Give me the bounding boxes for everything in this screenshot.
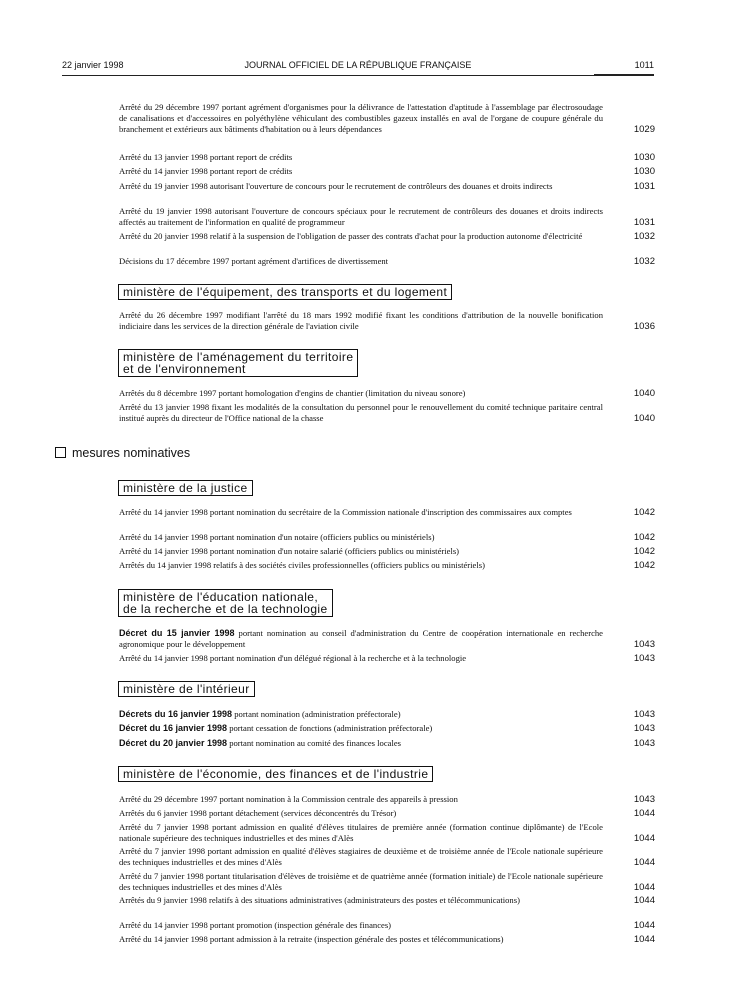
- list-item: Arrêté du 20 janvier 1998 relatif à la suspension de l'obligation de passer des contrats d'achat pour la production autonome d'électricité 1032: [119, 231, 655, 242]
- page-ref: 1029: [633, 124, 655, 135]
- list-item: Arrêté du 14 janvier 1998 portant admission à la retraite (inspection générale des postes et télécommunications) 1044: [119, 934, 655, 945]
- page-ref: 1043: [633, 653, 655, 664]
- page-ref: 1043: [633, 723, 655, 734]
- ministry-amenagement-heading: ministère de l'aménagement du territoire et de l'environnement: [118, 349, 358, 377]
- page-ref: 1043: [633, 639, 655, 650]
- list-item: Arrêté du 19 janvier 1998 autorisant l'ouverture de concours spéciaux pour le recrutement de contrôleurs des douanes et droits indirects affectés au traitement de l'information en qualité de programmeur 1031: [119, 206, 655, 228]
- list-item: Arrêté du 14 janvier 1998 portant promotion (inspection générale des finances) 1044: [119, 920, 655, 931]
- page-ref: 1042: [633, 507, 655, 518]
- list-item: Décrets du 16 janvier 1998 portant nomination (administration préfectorale) 1043: [119, 709, 655, 720]
- list-item: Arrêté du 7 janvier 1998 portant admission en qualité d'élèves stagiaires de deuxième et de troisième année de l'Ecole nationale supérieure des techniques industrielles et des mines d'Alès 1044: [119, 846, 655, 868]
- list-item: Arrêté du 14 janvier 1998 portant report de crédits 1030: [119, 166, 655, 177]
- list-item: Arrêté du 14 janvier 1998 portant nomination d'un notaire (officiers publics ou ministériels) 1042: [119, 532, 655, 543]
- page-ref: 1043: [633, 709, 655, 720]
- page-ref: 1044: [633, 833, 655, 844]
- page-ref: 1036: [633, 321, 655, 332]
- page-ref: 1031: [633, 181, 655, 192]
- page-ref: 1040: [633, 413, 655, 424]
- header-date: 22 janvier 1998: [62, 60, 124, 70]
- list-item: Décret du 15 janvier 1998 portant nomination au conseil d'administration du Centre de coopération internationale en recherche agronomique pour le développement 1043: [119, 628, 655, 650]
- ministry-interieur-heading: ministère de l'intérieur: [118, 681, 255, 697]
- page-ref: 1044: [633, 920, 655, 931]
- header-page-number: 1011: [634, 60, 654, 70]
- list-item: Décret du 16 janvier 1998 portant cessation de fonctions (administration préfectorale) 1043: [119, 723, 655, 734]
- page-ref: 1043: [633, 738, 655, 749]
- section-mesures-nominatives: mesures nominatives: [55, 446, 190, 460]
- page-ref: 1032: [633, 256, 655, 267]
- page-ref: 1031: [633, 217, 655, 228]
- page-ref: 1044: [633, 934, 655, 945]
- list-item: Décret du 20 janvier 1998 portant nomination au comité des finances locales 1043: [119, 738, 655, 749]
- list-item: Arrêté du 29 décembre 1997 portant nomination à la Commission centrale des appareils à pression 1043: [119, 794, 655, 805]
- page-ref: 1042: [633, 532, 655, 543]
- list-item: Arrêté du 26 décembre 1997 modifiant l'arrêté du 18 mars 1992 modifié fixant les conditions d'attribution de la nouvelle bonification indiciaire dans les services de la direction générale de l'aviation civile 1036: [119, 310, 655, 332]
- list-item: Arrêtés du 14 janvier 1998 relatifs à des sociétés civiles professionnelles (officiers publics ou ministériels) 1042: [119, 560, 655, 571]
- ministry-equipement-heading: ministère de l'équipement, des transports et du logement: [118, 284, 452, 300]
- list-item: Arrêté du 13 janvier 1998 fixant les modalités de la consultation du personnel pour le renouvellement du comité technique paritaire central institué auprès du directeur de l'Office national de la chasse 1040: [119, 402, 655, 424]
- page-ref: 1042: [633, 560, 655, 571]
- header-title: JOURNAL OFFICIEL DE LA RÉPUBLIQUE FRANÇAISE: [244, 60, 472, 70]
- page-ref: 1030: [633, 166, 655, 177]
- list-item: Arrêté du 13 janvier 1998 portant report de crédits 1030: [119, 152, 655, 163]
- page-ref: 1044: [633, 857, 655, 868]
- page-ref: 1044: [633, 895, 655, 906]
- list-item: Arrêté du 14 janvier 1998 portant nomination du secrétaire de la Commission nationale d'inscription des commissaires aux comptes 1042: [119, 507, 655, 518]
- page-ref: 1040: [633, 388, 655, 399]
- list-item: Arrêté du 19 janvier 1998 autorisant l'ouverture de concours pour le recrutement de contrôleurs des douanes et droits indirects 1031: [119, 181, 655, 192]
- list-item: Décisions du 17 décembre 1997 portant agrément d'artifices de divertissement 1032: [119, 256, 655, 267]
- page-ref: 1044: [633, 882, 655, 893]
- list-item: Arrêté du 14 janvier 1998 portant nomination d'un délégué régional à la recherche et à la technologie 1043: [119, 653, 655, 664]
- checkbox-square-icon: [55, 447, 66, 458]
- list-item: Arrêté du 7 janvier 1998 portant titularisation d'élèves de troisième et de quatrième année (formation initiale) de l'Ecole nationale supérieure des techniques industrielles et des mines d'Alès 1044: [119, 871, 655, 893]
- page-ref: 1043: [633, 794, 655, 805]
- ministry-justice-heading: ministère de la justice: [118, 480, 253, 496]
- page-ref: 1044: [633, 808, 655, 819]
- page-ref: 1030: [633, 152, 655, 163]
- list-item: Arrêtés du 8 décembre 1997 portant homologation d'engins de chantier (limitation du niveau sonore) 1040: [119, 388, 655, 399]
- page-header: [62, 60, 654, 74]
- list-item: Arrêtés du 6 janvier 1998 portant détachement (services déconcentrés du Trésor) 1044: [119, 808, 655, 819]
- page-ref: 1042: [633, 546, 655, 557]
- page-ref: 1032: [633, 231, 655, 242]
- list-item: Arrêté du 14 janvier 1998 portant nomination d'un notaire salarié (officiers publics ou ministériels) 1042: [119, 546, 655, 557]
- list-item: Arrêtés du 9 janvier 1998 relatifs à des situations administratives (administrateurs des postes et télécommunications) 1044: [119, 895, 655, 906]
- header-rule: [62, 75, 654, 76]
- list-item: Arrêté du 29 décembre 1997 portant agrément d'organismes pour la délivrance de l'attestation d'aptitude à l'assemblage par électrosoudage de canalisations et d'accessoires en polyéthylène véhiculant des combustibles gazeux installés en aval de l'organe de coupure générale du branchement et extérieurs aux bâtiments d'habitation ou à leurs dépendances 1029: [119, 102, 655, 135]
- ministry-economie-heading: ministère de l'économie, des finances et de l'industrie: [118, 766, 433, 782]
- list-item: Arrêté du 7 janvier 1998 portant admission en qualité d'élèves titulaires de première année (formation continue diplômante) de l'Ecole nationale supérieure des techniques industrielles et des mines d'Alès 1044: [119, 822, 655, 844]
- ministry-education-heading: ministère de l'éducation nationale, de la recherche et de la technologie: [118, 589, 333, 617]
